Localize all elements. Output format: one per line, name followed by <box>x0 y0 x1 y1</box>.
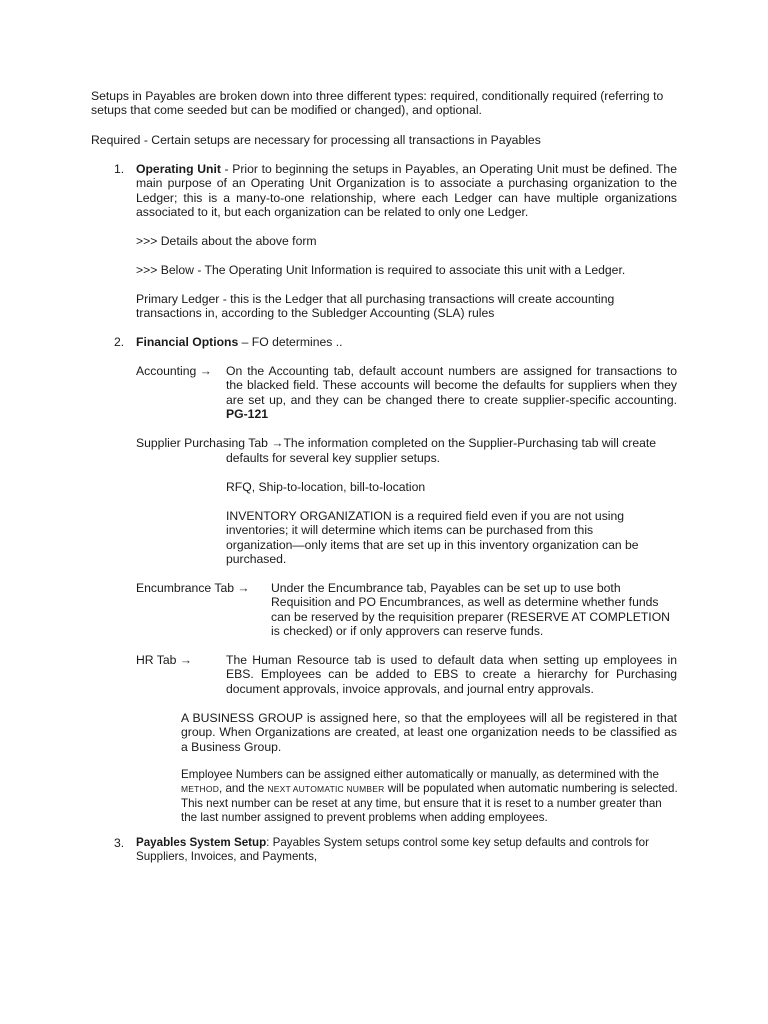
supplier-inventory: INVENTORY ORGANIZATION is a required field even if you are not using inventories; it will determine which items can be purchased from this organization—only items that are set up in this inventory organization can be purchased. <box>226 509 639 567</box>
item-1-paragraph <box>136 162 677 220</box>
employee-text-b: , and the <box>219 782 268 796</box>
next-automatic-number-term: NEXT AUTOMATIC NUMBER <box>267 784 385 795</box>
employee-numbers-paragraph <box>181 768 678 826</box>
item-2-title: Financial Options <box>136 335 239 349</box>
item-1-details: >>> Details about the above form <box>136 234 317 248</box>
item-3-paragraph <box>136 836 677 865</box>
item-2-paragraph <box>136 335 677 349</box>
item-1-number: 1. <box>114 162 125 176</box>
item-2-text: – FO determines .. <box>238 335 343 349</box>
item-1-primary-ledger: Primary Ledger - this is the Ledger that all purchasing transactions will create accounting transactions in, according to the Subledger Accounting (SLA) rules <box>136 292 615 321</box>
item-2-number: 2. <box>114 335 125 349</box>
hr-label: HR Tab → <box>136 653 192 667</box>
intro-paragraph: Setups in Payables are broken down into three different types: required, conditionally required (referring to setups that come seeded but can be modified or changed), and optional. <box>91 89 664 118</box>
employee-text-a: Employee Numbers can be assigned either automatically or manually, as determined with the <box>181 768 659 781</box>
accounting-label: Accounting → <box>136 364 212 378</box>
accounting-ref: PG-121 <box>226 407 269 422</box>
supplier-paragraph <box>136 436 677 450</box>
item-3-title: Payables System Setup <box>136 836 267 849</box>
supplier-rfq: RFQ, Ship-to-location, bill-to-location <box>226 480 426 494</box>
business-group-paragraph: A BUSINESS GROUP is assigned here, so that the employees will all be registered in that group. When Organizations are created, at least one organization needs to be classified as a Business Group. <box>181 711 677 754</box>
required-intro: Required - Certain setups are necessary for processing all transactions in Payables <box>91 133 541 147</box>
encumbrance-text: Under the Encumbrance tab, Payables can be set up to use both Requisition and PO Encumbrances, as well as determine whether funds can be reserved by the requisition preparer (RESERVE AT COMPLETION is checked) or if only approvers can reserve funds. <box>271 581 670 639</box>
item-1-title: Operating Unit <box>136 162 221 176</box>
item-3-number: 3. <box>114 836 125 850</box>
employee-text-c: will be populated when automatic numbering is selected. This next number can be reset at any time, but ensure that it is reset to a number greater than the last number assigned to prevent problems when adding employees. <box>181 782 678 825</box>
method-term: METHOD <box>181 784 220 795</box>
supplier-line-1: The information completed on the Supplier-Purchasing tab will create <box>283 436 657 450</box>
accounting-text: On the Accounting tab, default account numbers are assigned for transactions to the blacked field. These accounts will become the defaults for suppliers when they are set up, and they can be changed there to create supplier-specific accounting. <box>226 364 677 407</box>
item-1-text: - Prior to beginning the setups in Payables, an Operating Unit must be defined. The main purpose of an Operating Unit Organization is to associate a purchasing organization to the Ledger; this is a many-to-one relationship, where each Ledger can have multiple organizations associated to it, but each organization can be related to only one Ledger. <box>136 162 677 220</box>
encumbrance-label: Encumbrance Tab → <box>136 581 250 595</box>
supplier-line-2: defaults for several key supplier setups. <box>226 451 441 465</box>
hr-text: The Human Resource tab is used to default data when setting up employees in EBS. Employees can be added to EBS to create a hierarchy for Purchasing document approvals, invoice approvals, and journal entry approvals. <box>226 653 677 696</box>
accounting-paragraph <box>226 364 677 422</box>
item-1-below: >>> Below - The Operating Unit Information is required to associate this unit with a Ledger. <box>136 263 626 277</box>
item-3-text: : Payables System setups control some key setup defaults and controls for Suppliers, Invoices, and Payments, <box>136 836 649 864</box>
supplier-label: Supplier Purchasing Tab → <box>136 436 284 450</box>
